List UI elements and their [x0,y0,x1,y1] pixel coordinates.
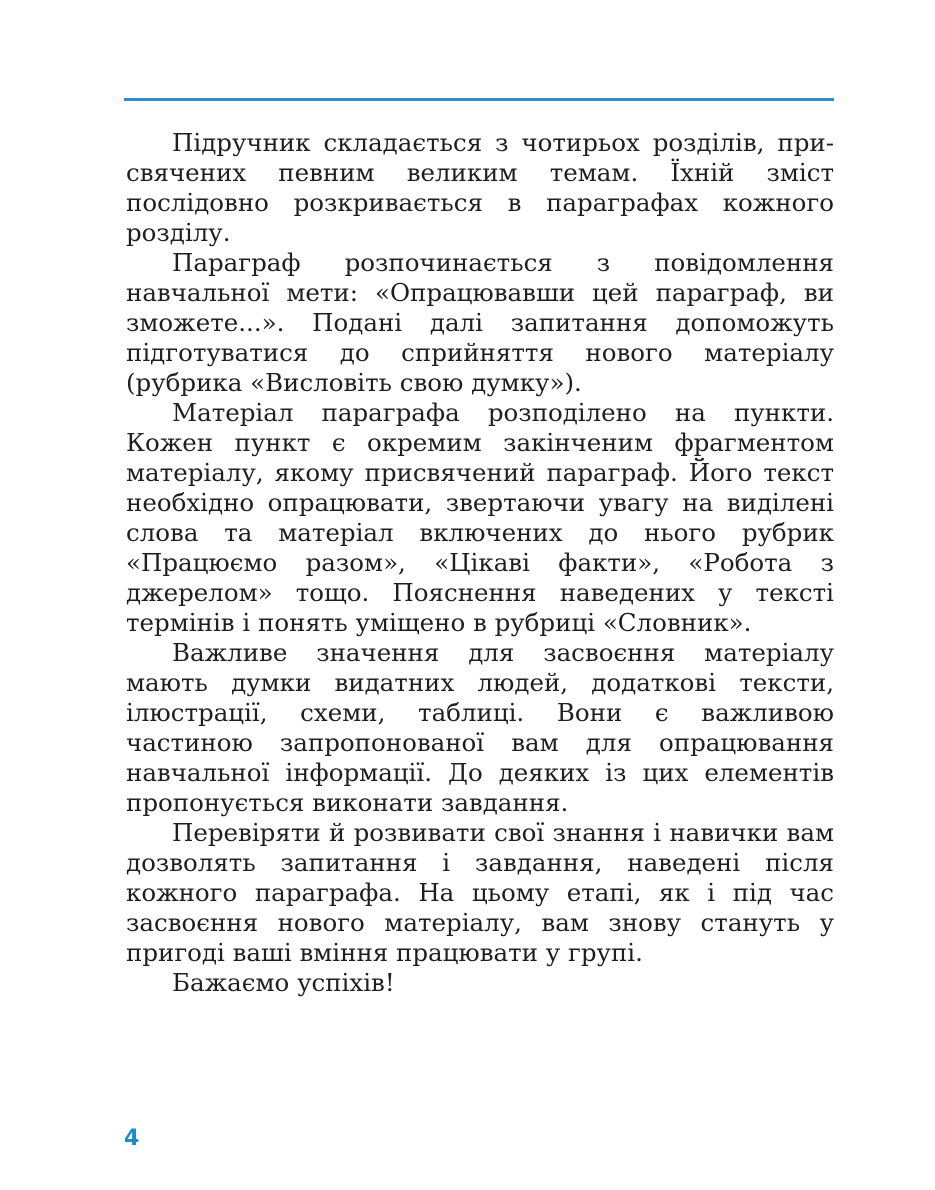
paragraph-checking: Перевіряти й розвивати свої знання і навички вам дозволять запитання і завдання, наведені після кожного параграфа. На цьому етапі, як і під час засвоєння нового матеріалу, вам знову стануть у пригоді ваші вміння працювати у групі. [126,818,834,967]
paragraph-structure: Матеріал параграфа розподілено на пункти. Кожен пункт є окремим закінченим фрагментом матеріалу, якому присвячений параграф. Його текст необхідно опрацювати, звертаючи увагу на виділені слова та матеріал включених до нього рубрик «Працюємо разом», «Цікаві факти», «Робота з джерелом» тощо. Пояснення наведених у тексті термінів і понять уміщено в рубриці «Словник». [126,398,834,637]
paragraph-importance: Важливе значення для засвоєння матеріалу мають думки видатних людей, додаткові тексти, ілюстрації, схеми, таблиці. Вони є важливою частиною запропонованої вам для опрацювання навчальної інформації. До деяких із цих елементів пропонується виконати завдання. [126,638,834,817]
paragraph-goal: Параграф розпочинається з повідомлення навчальної мети: «Опрацювавши цей параграф, ви зможете...». Подані далі запитання допоможуть підготуватися до сприйняття нового матеріалу (рубрика «Висловіть свою думку»). [126,248,834,397]
page-body [126,128,834,998]
paragraph-intro: Підручник складається з чотирьох розділів, присвячених певним великим темам. Їхній зміст послідовно розкривається в параграфах кожного розділу. [126,128,834,247]
top-divider [124,98,834,101]
paragraph-wishes: Бажаємо успіхів! [172,968,395,997]
page-number: 4 [124,1126,140,1151]
